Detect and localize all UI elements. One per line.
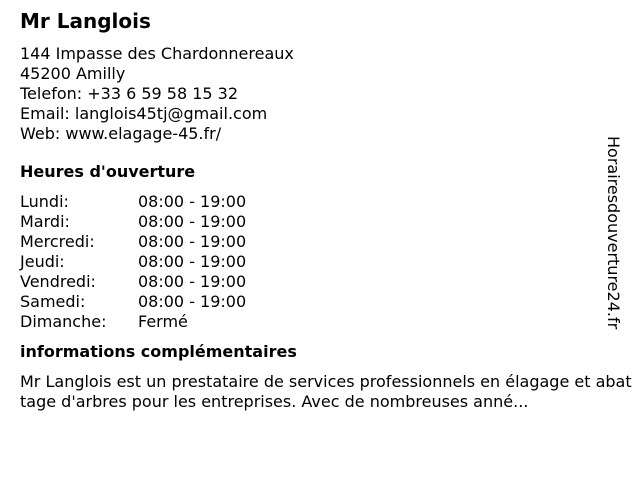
hours-row <box>20 252 246 272</box>
opening-hours-table <box>20 192 246 332</box>
email-address[interactable]: Email: langlois45tj@gmail.com <box>20 104 268 123</box>
day-label: Lundi: <box>20 192 69 211</box>
day-label: Dimanche: <box>20 312 107 331</box>
website-link[interactable]: Web: www.elagage-45.fr/ <box>20 124 222 143</box>
city-address: 45200 Amilly <box>20 64 126 83</box>
brand-watermark: Horairesdouverture24.fr <box>604 136 623 330</box>
time-range: Fermé <box>138 312 188 331</box>
time-range: 08:00 - 19:00 <box>138 232 247 251</box>
time-range: 08:00 - 19:00 <box>138 252 247 271</box>
day-label: Jeudi: <box>20 252 65 271</box>
time-range: 08:00 - 19:00 <box>138 272 247 291</box>
time-range: 08:00 - 19:00 <box>138 192 247 211</box>
opening-hours-title: Heures d'ouverture <box>20 162 196 181</box>
day-label: Samedi: <box>20 292 86 311</box>
hours-row <box>20 292 246 312</box>
time-range: 08:00 - 19:00 <box>138 212 247 231</box>
day-label: Mercredi: <box>20 232 95 251</box>
business-name: Mr Langlois <box>20 9 151 33</box>
phone-number[interactable]: Telefon: +33 6 59 58 15 32 <box>20 84 239 103</box>
hours-row <box>20 192 246 212</box>
street-address: 144 Impasse des Chardonnereaux <box>20 44 294 63</box>
hours-row <box>20 212 246 232</box>
time-range: 08:00 - 19:00 <box>138 292 247 311</box>
day-label: Vendredi: <box>20 272 96 291</box>
hours-row <box>20 232 246 252</box>
business-card <box>20 8 632 412</box>
hours-row <box>20 312 246 332</box>
business-description: Mr Langlois est un prestataire de services professionnels en élagage et abattage d'arbres pour les entreprises. Avec de nombreuses anné... <box>20 372 632 411</box>
hours-row <box>20 272 246 292</box>
additional-info-title: informations complémentaires <box>20 342 297 361</box>
day-label: Mardi: <box>20 212 70 231</box>
